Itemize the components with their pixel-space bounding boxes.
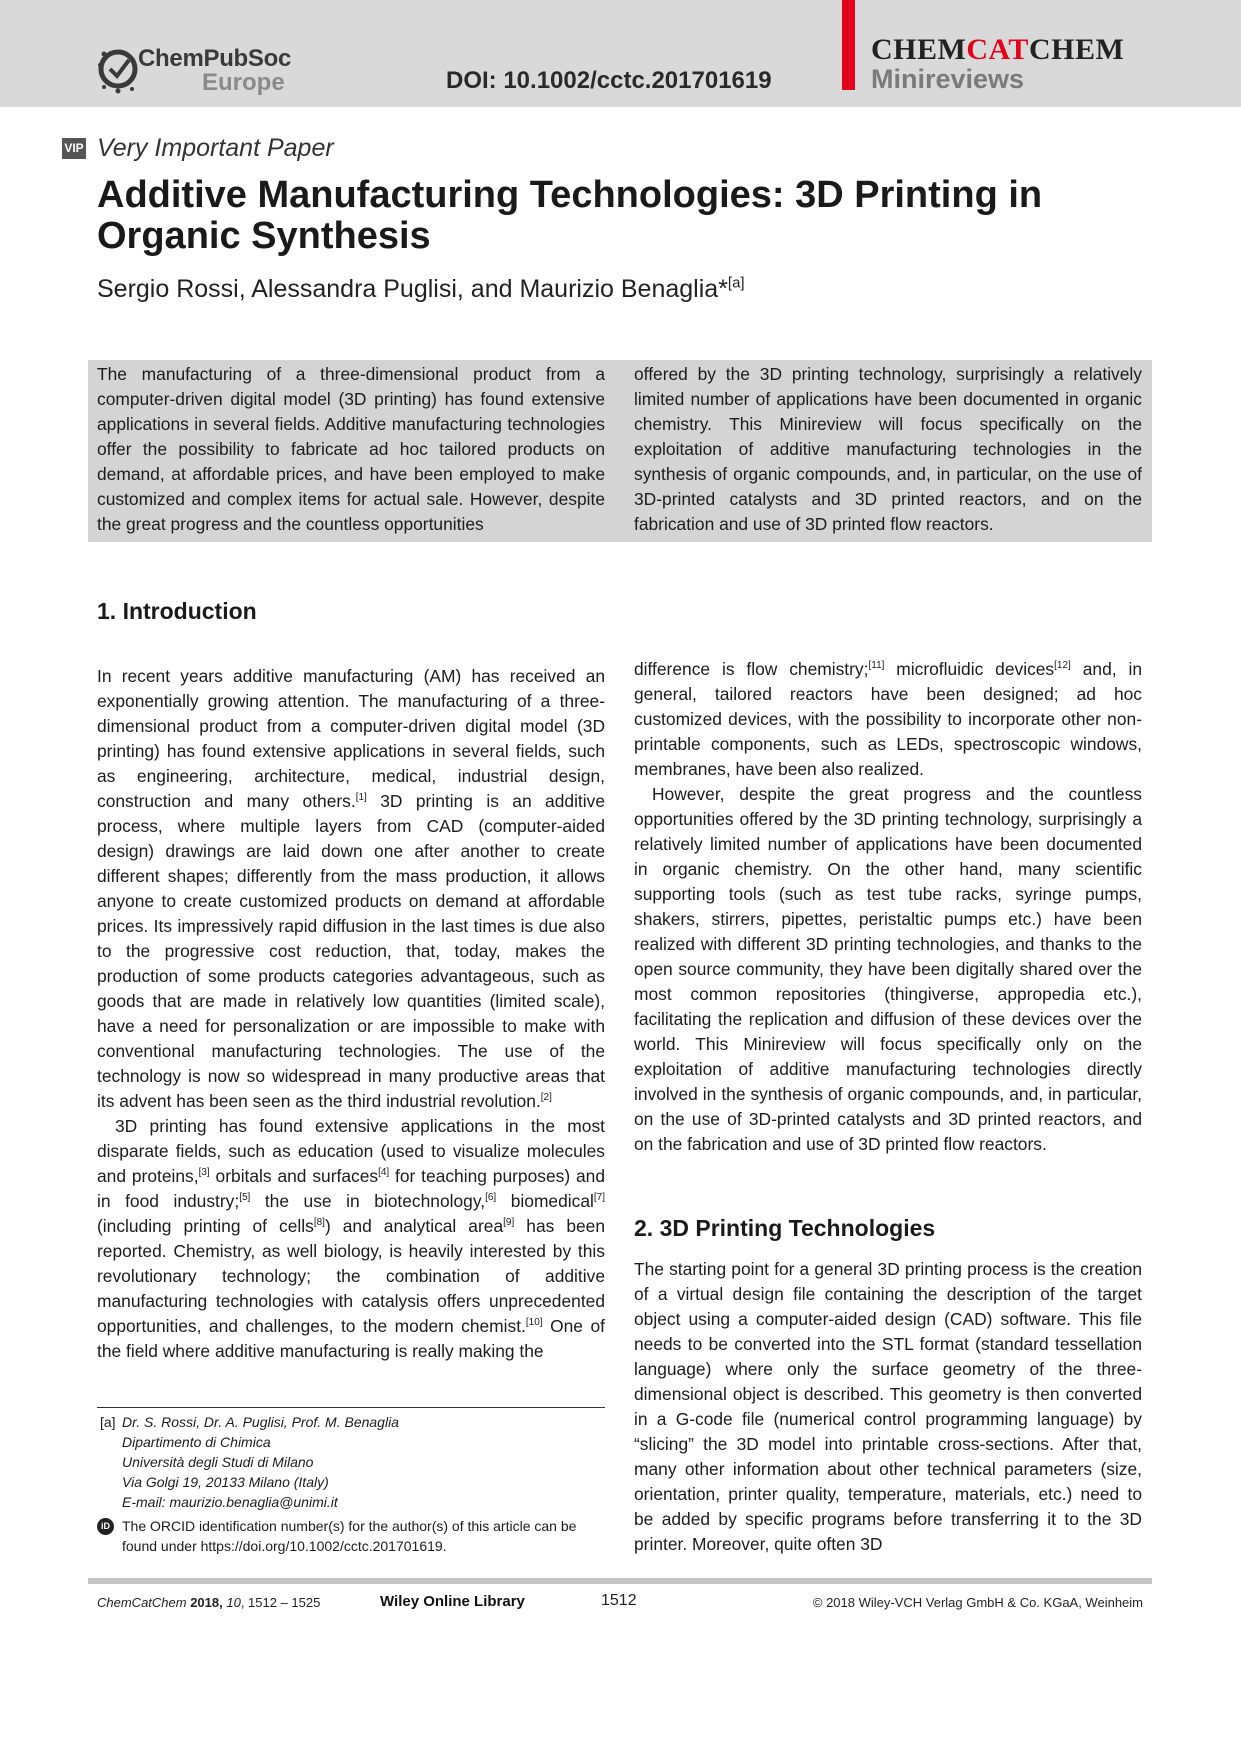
journal-name: CHEMCATCHEM xyxy=(871,33,1125,66)
footer-rule xyxy=(88,1578,1152,1584)
accent-bar xyxy=(842,0,855,90)
publisher-region: Europe xyxy=(202,69,285,96)
author-email[interactable]: E-mail: maurizio.benaglia@unimi.it xyxy=(122,1494,338,1510)
section-type: Minireviews xyxy=(871,64,1025,94)
orcid-icon: iD xyxy=(97,1518,114,1535)
abstract-right: offered by the 3D printing technology, surprisingly a relatively limited number of applications have been documented in organic chemistry. This Minireview will focus specifically on the exploitation of additive manufacturing technologies in the synthesis of organic compounds, and, in particular, on the use of 3D-printed catalysts and 3D printed reactors, and on the fabrication and use of 3D printed flow reactors. xyxy=(634,364,1142,534)
paragraph: difference is flow chemistry;[11] microfluidic devices[12] and, in general, tailored reactors have been designed; ad hoc customized devices, with the possibility to incorporate other non-printable components, such as LEDs, spectroscopic windows, membranes, have been also realized. xyxy=(634,659,1142,779)
abstract-left: The manufacturing of a three-dimensional product from a computer-driven digital model (3D printing) has found extensive applications in several fields. Additive manufacturing technologies offer the possibility to fabricate ad hoc tailored products on demand, at affordable prices, and have been employed to make customized and complex items for actual sale. However, despite the great progress and the countless opportunities xyxy=(97,364,605,534)
section-heading-introduction: 1. Introduction xyxy=(97,598,257,624)
vip-label: Very Important Paper xyxy=(97,134,334,162)
paragraph: However, despite the great progress and the countless opportunities offered by the 3D printing technology, surprisingly a relatively limited number of applications have been documented in organic chemistry. On the other hand, many scientific supporting tools (such as test tube racks, syringe pumps, shakers, stirrers, pipettes, peristaltic pumps etc.) have been realized with different 3D printing technologies, and thanks to the open source community, they have been digitally shared over the most common repositories (thingiverse, appropedia etc.), facilitating the replication and diffusion of these devices over the world. This Minireview will focus specifically only on the exploitation of additive manufacturing technologies directly involved in the synthesis of organic compounds, and, in particular, on the use of 3D-printed catalysts and 3D printed reactors, and on the fabrication and use of 3D printed flow reactors. xyxy=(634,784,1142,1154)
section-heading-3d-printing: 2. 3D Printing Technologies xyxy=(634,1215,936,1241)
body-column-right xyxy=(634,657,1142,1157)
copyright: © 2018 Wiley-VCH Verlag GmbH & Co. KGaA, Weinheim xyxy=(812,1595,1143,1610)
citation-line: ChemCatChem 2018, 10, 1512 – 1525 xyxy=(97,1595,321,1610)
orcid-note: The ORCID identification number(s) for the author(s) of this article can be found under https://doi.org/10.1002/cctc.201701619. xyxy=(122,1518,577,1554)
footnote-rule xyxy=(97,1407,605,1408)
body-column-left xyxy=(97,664,605,1364)
affiliation-footnote: [a] Dr. S. Rossi, Dr. A. Puglisi, Prof. M. Benaglia Dipartimento di Chimica Università degli Studi di Milano Via Golgi 19, 20133 Milano (Italy) E-mail: maurizio.benaglia@unimi.it xyxy=(97,1412,605,1512)
publisher-name: ChemPubSoc xyxy=(138,45,292,72)
paragraph: In recent years additive manufacturing (AM) has received an exponentially growing attention. The manufacturing of a three-dimensional product from a computer-driven digital model (3D printing) has found extensive applications in several fields, such as engineering, architecture, medical, industrial design, construction and many others.[1] 3D printing is an additive process, where multiple layers from CAD (computer-aided design) drawings are laid down one after another to create different shapes; differently from the mass production, it allows anyone to create customized products on demand at affordable prices. Its impressively rapid diffusion in the last times is due also to the progressive cost reduction, that, today, makes the production of some products categories advantageous, such as goods that are made in relatively low quantities (limited scale), have a need for personalization or are impossible to make with conventional manufacturing technologies. The use of the technology is now so widespread in many productive areas that its advent has been seen as the third industrial revolution.[2] xyxy=(97,666,605,1111)
body-column-right-lower xyxy=(634,1257,1142,1557)
author-list: Sergio Rossi, Alessandra Puglisi, and Maurizio Benaglia*[a] xyxy=(97,274,745,303)
vip-badge: VIP xyxy=(62,138,86,159)
article-title: Additive Manufacturing Technologies: 3D Printing in Organic Synthesis xyxy=(97,174,1043,257)
paragraph: 3D printing has found extensive applications in the most disparate fields, such as education (used to visualize molecules and proteins,[3] orbitals and surfaces[4] for teaching purposes) and in food industry;[5] the use in biotechnology,[6] biomedical[7] (including printing of cells[8]) and analytical area[9] has been reported. Chemistry, as well biology, is heavily interested by this revolutionary technology; the combination of additive manufacturing technologies with catalysis offers unprecedented opportunities, and challenges, to the modern chemist.[10] One of the field where additive manufacturing is really making the xyxy=(97,1116,606,1361)
paragraph: The starting point for a general 3D printing process is the creation of a virtual design file containing the description of the target object using a computer-aided design (CAD) software. This file needs to be converted into the STL format (standard tessellation language) where only the surface geometry of the three-dimensional object is described. This geometry is then converted in a G-code file (numerical control programming language) by “slicing” the 3D model into printable cross-sections. After that, many other information about other technical parameters (size, orientation, printer quality, temperature, materials, etc.) need to be added by specific programs before transferring it to the 3D printer. Moreover, quite often 3D xyxy=(634,1259,1142,1554)
wiley-online-library-link[interactable]: Wiley Online Library xyxy=(380,1593,525,1610)
page-number: 1512 xyxy=(601,1592,637,1609)
doi: DOI: 10.1002/cctc.201701619 xyxy=(446,67,772,94)
